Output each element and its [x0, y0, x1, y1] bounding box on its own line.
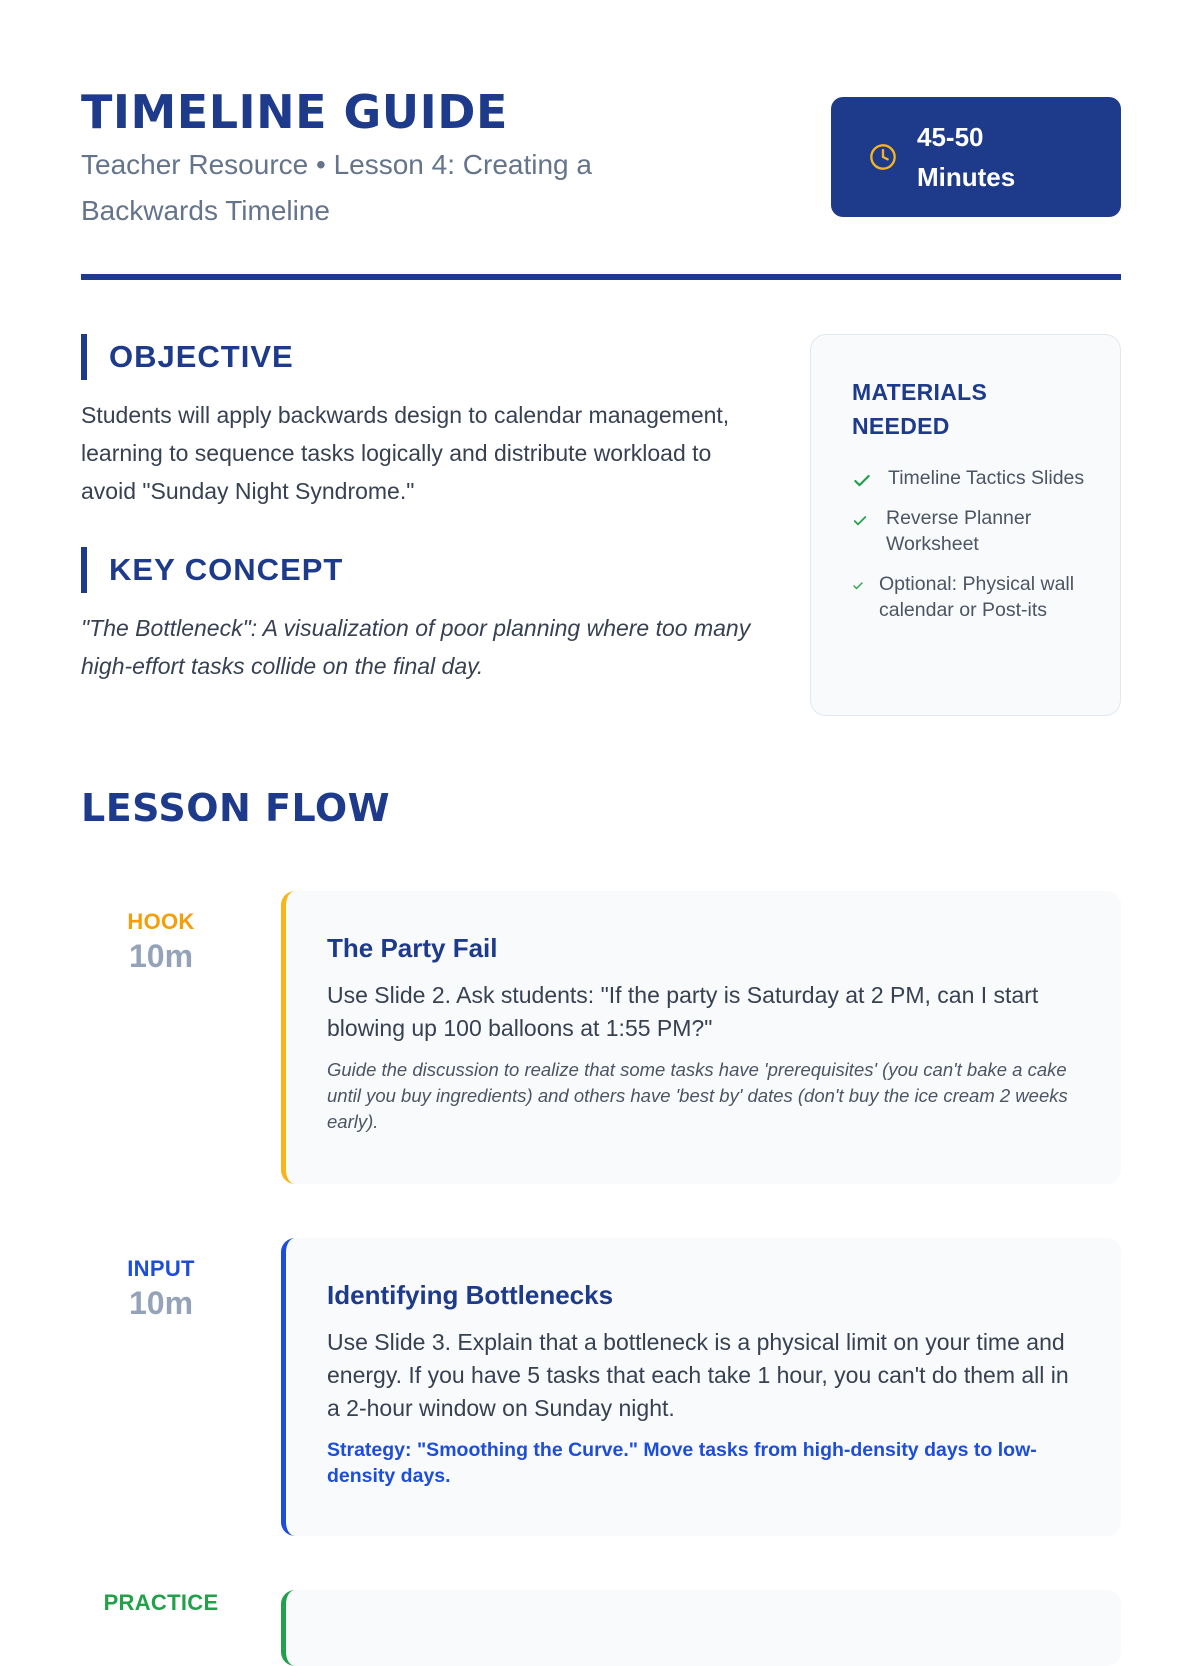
- step-note: Guide the discussion to realize that some tasks have 'prerequisites' (you can't bake a cake until you buy ingredients) and others have 'best by' dates (don't buy the ice cream 2 weeks early).: [327, 1059, 1068, 1132]
- step-meta: [81, 1590, 241, 1616]
- check-icon: [852, 471, 872, 491]
- page-subtitle: Teacher Resource • Lesson 4: Creating a Backwards Timeline: [81, 149, 592, 226]
- step-card: [281, 1238, 1121, 1536]
- materials-item-label: Timeline Tactics Slides: [888, 467, 1085, 489]
- check-icon: [852, 580, 864, 592]
- step-meta: [81, 1256, 241, 1324]
- materials-title: MATERIALS NEEDED: [852, 379, 988, 439]
- materials-item: [852, 571, 1090, 623]
- step-title: Identifying Bottlenecks: [327, 1280, 614, 1310]
- step-meta: [81, 909, 241, 977]
- duration-label: 45-50 Minutes: [917, 122, 1016, 192]
- key-concept-section: [81, 547, 761, 685]
- step-card: [281, 1590, 1121, 1666]
- lesson-flow-title: LESSON FLOW: [81, 786, 391, 830]
- key-concept-text: "The Bottleneck": A visualization of poor planning where too many high-effort tasks collide on the final day.: [81, 615, 751, 679]
- step-phase-label: PRACTICE: [103, 1590, 219, 1615]
- page-title: TIMELINE GUIDE: [81, 85, 508, 139]
- materials-list: [852, 465, 1090, 623]
- clock-icon: [869, 143, 897, 171]
- lesson-guide-page: [81, 0, 1121, 1615]
- objective-heading: OBJECTIVE: [81, 334, 761, 380]
- page-header: [81, 82, 1121, 282]
- step-time-label: 10m: [128, 1285, 194, 1321]
- check-icon: [852, 513, 868, 529]
- step-time-label: 10m: [128, 938, 194, 974]
- duration-badge: [831, 97, 1121, 217]
- objective-section: [81, 334, 761, 510]
- materials-item-label: Optional: Physical wall calendar or Post-its: [879, 573, 1075, 621]
- step-title: The Party Fail: [327, 933, 498, 963]
- materials-card: [810, 334, 1121, 716]
- header-divider: [81, 274, 1121, 280]
- objective-text: Students will apply backwards design to calendar management, learning to sequence tasks logically and distribute workload to avoid "Sunday Night Syndrome.": [81, 402, 730, 504]
- materials-item: [852, 505, 1090, 557]
- step-strategy: Strategy: "Smoothing the Curve." Move tasks from high-density days to low-density days.: [327, 1439, 1037, 1487]
- step-card: [281, 891, 1121, 1184]
- step-phase-label: HOOK: [127, 909, 195, 934]
- key-concept-heading: KEY CONCEPT: [81, 547, 761, 593]
- step-body: Use Slide 3. Explain that a bottleneck is a physical limit on your time and energy. If you have 5 tasks that each take 1 hour, you can't do them all in a 2-hour window on Sunday night.: [327, 1329, 1069, 1421]
- step-phase-label: INPUT: [127, 1256, 195, 1281]
- step-body: Use Slide 2. Ask students: "If the party is Saturday at 2 PM, can I start blowing up 100 balloons at 1:55 PM?": [327, 982, 1039, 1041]
- materials-item-label: Reverse Planner Worksheet: [886, 507, 1032, 555]
- materials-item: [852, 465, 1090, 491]
